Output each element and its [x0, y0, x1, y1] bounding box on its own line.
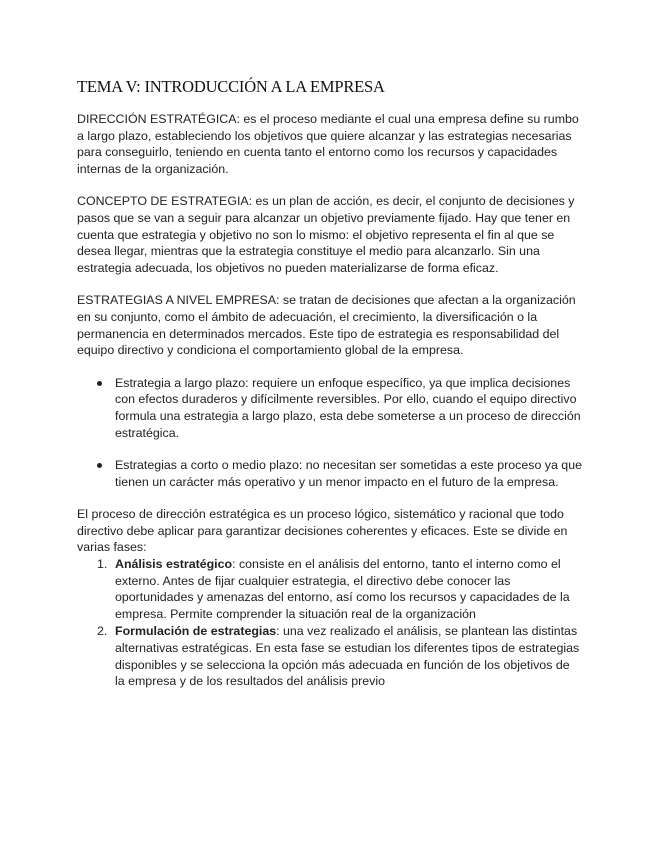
- document-title: TEMA V: INTRODUCCIÓN A LA EMPRESA: [77, 77, 385, 96]
- list-item-text: Estrategias a corto o medio plazo: no necesitan ser sometidas a este proceso ya que tienen un carácter más operativo y un menor impacto en el futuro de la empresa.: [115, 458, 582, 489]
- phase-text: : una vez realizado el análisis, se plantean las distintas alternativas estratégicas. En esta fase se estudian los diferentes tipos de estrategias disponibles y se selecciona la opción más adecuada en función de los objetivos de la empresa y de los resultados del análisis previo: [115, 624, 580, 689]
- bullet-icon: [97, 463, 102, 468]
- phase-term: Formulación de estrategias: [115, 624, 277, 639]
- list-item: [77, 457, 582, 490]
- list-item: [77, 375, 582, 441]
- list-number: 2.: [97, 624, 108, 639]
- list-item: [77, 623, 582, 689]
- paragraph-proceso: El proceso de dirección estratégica es un proceso lógico, sistemático y racional que todo directivo debe aplicar para garantizar decisiones coherentes y eficaces. Este se divide en varias fases:: [77, 507, 568, 555]
- phase-term: Análisis estratégico: [115, 557, 233, 572]
- numbered-list: [77, 556, 582, 690]
- bullet-icon: [97, 381, 102, 386]
- list-number: 1.: [97, 557, 108, 572]
- list-item-text: Estrategia a largo plazo: requiere un enfoque específico, ya que implica decisiones con efectos duraderos y difícilmente reversibles. Por ello, cuando el equipo directivo formula una estrategia a largo plazo, esta debe someterse a un proceso de dirección estratégica.: [115, 375, 581, 440]
- phase-text: : consiste en el análisis del entorno, tanto el interno como el externo. Antes de fijar cualquier estrategia, el directivo debe conocer las oportunidades y amenazas del entorno, así como los recursos y capacidades de la empresa. Permite comprender la situación real de la organización: [115, 557, 570, 621]
- bullet-list: [77, 375, 582, 491]
- document-body: [77, 111, 582, 691]
- paragraph-estrategias-nivel-empresa: ESTRATEGIAS A NIVEL EMPRESA: se tratan de decisiones que afectan a la organización en su conjunto, como el ámbito de adecuación, el crecimiento, la diversificación o la permanencia en determinados mercados. Este tipo de estrategia es responsabilidad del equipo directivo y condiciona el comportamiento global de la empresa.: [77, 293, 576, 358]
- list-item: [77, 556, 582, 622]
- paragraph-concepto-estrategia: CONCEPTO DE ESTRATEGIA: es un plan de acción, es decir, el conjunto de decisiones y pasos que se van a seguir para alcanzar un objetivo previamente fijado. Hay que tener en cuenta que estrategia y objetivo no son lo mismo: el objetivo representa el fin al que se desea llegar, mientras que la estrategia constituye el medio para alcanzarlo. Sin una estrategia adecuada, los objetivos no pueden materializarse de forma eficaz.: [77, 194, 575, 275]
- paragraph-direccion-estrategica: DIRECCIÓN ESTRATÉGICA: es el proceso mediante el cual una empresa define su rumbo a largo plazo, estableciendo los objetivos que quiere alcanzar y las estrategias necesarias para conseguirlo, teniendo en cuenta tanto el entorno como los recursos y capacidades internas de la organización.: [77, 112, 579, 176]
